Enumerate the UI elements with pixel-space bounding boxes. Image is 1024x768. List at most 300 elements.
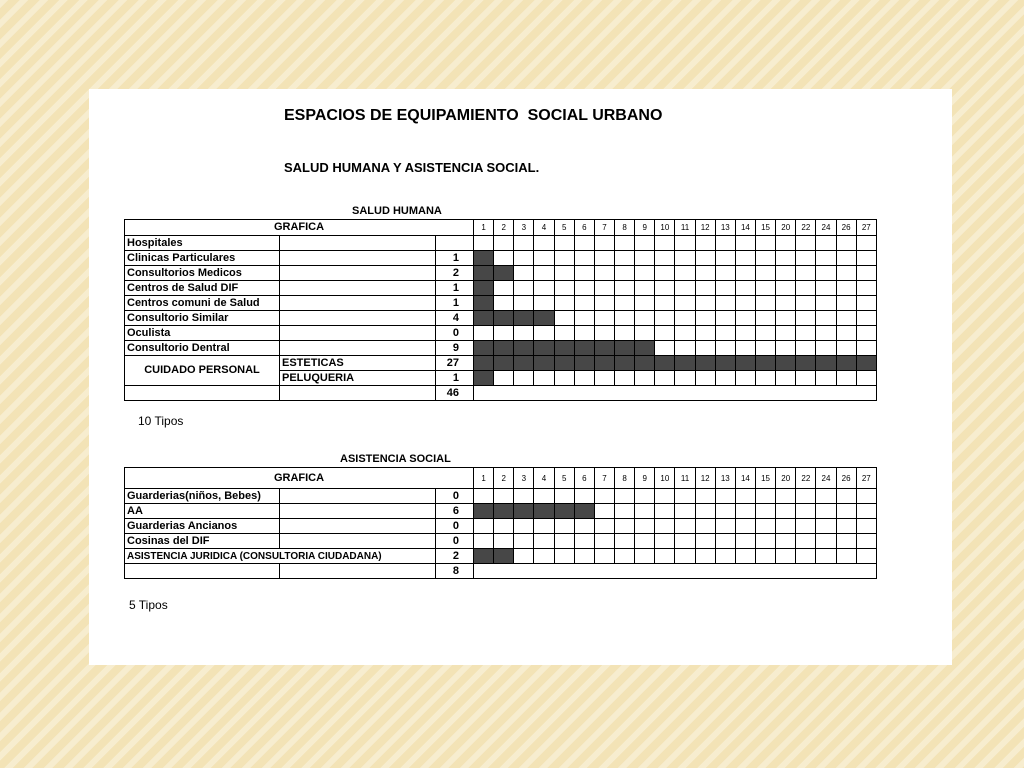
bar-cell-filled — [474, 341, 494, 356]
day-header: 3 — [514, 468, 534, 489]
bar-cell-filled — [836, 356, 856, 371]
bar-cell — [675, 296, 695, 311]
total-spacer — [125, 386, 280, 401]
bar-cell — [816, 311, 836, 326]
day-header: 12 — [695, 220, 715, 236]
row-value: 1 — [436, 251, 474, 266]
salud-note: 10 Tipos — [138, 414, 184, 428]
bar-cell — [715, 489, 735, 504]
bar-cell — [554, 251, 574, 266]
day-header: 20 — [776, 220, 796, 236]
bar-cell — [635, 311, 655, 326]
bar-cell — [494, 519, 514, 534]
bar-cell — [695, 534, 715, 549]
bar-cell-filled — [474, 266, 494, 281]
bar-cell-filled — [494, 311, 514, 326]
day-header: 1 — [474, 468, 494, 489]
bar-cell — [836, 371, 856, 386]
bar-cell — [574, 519, 594, 534]
day-header: 12 — [695, 468, 715, 489]
bar-cell — [735, 296, 755, 311]
bar-cell — [796, 534, 816, 549]
row-spacer — [280, 534, 436, 549]
bar-cell — [735, 534, 755, 549]
bar-cell — [675, 251, 695, 266]
bar-cell — [675, 311, 695, 326]
row-label: Cosinas del DIF — [125, 534, 280, 549]
bar-cell — [514, 489, 534, 504]
row-label: Consultorio Dentral — [125, 341, 280, 356]
day-header: 3 — [514, 220, 534, 236]
bar-cell — [715, 371, 735, 386]
bar-cell — [655, 311, 675, 326]
bar-cell — [756, 251, 776, 266]
bar-cell — [836, 504, 856, 519]
bar-cell — [534, 371, 554, 386]
bar-cell — [735, 311, 755, 326]
bar-cell — [554, 236, 574, 251]
row-label: Guarderias Ancianos — [125, 519, 280, 534]
bar-cell — [534, 534, 554, 549]
bar-cell-filled — [534, 341, 554, 356]
bar-cell — [796, 371, 816, 386]
table-row — [125, 266, 877, 281]
bar-cell — [796, 489, 816, 504]
bar-cell — [856, 311, 876, 326]
bar-cell — [534, 326, 554, 341]
header-row — [125, 220, 877, 236]
bar-cell — [474, 236, 494, 251]
day-header: 1 — [474, 220, 494, 236]
bar-cell-filled — [554, 356, 574, 371]
bar-cell — [776, 534, 796, 549]
day-header: 6 — [574, 468, 594, 489]
bar-cell — [856, 504, 876, 519]
row-spacer — [280, 326, 436, 341]
bar-cell — [796, 266, 816, 281]
row-label: Centros comuni de Salud — [125, 296, 280, 311]
table-row — [125, 296, 877, 311]
bar-cell — [816, 296, 836, 311]
bar-cell — [856, 236, 876, 251]
row-value: 2 — [436, 549, 474, 564]
bar-cell — [796, 549, 816, 564]
bar-cell — [655, 519, 675, 534]
bar-cell — [514, 266, 534, 281]
bar-cell — [756, 341, 776, 356]
bar-cell — [756, 504, 776, 519]
day-header: 27 — [856, 468, 876, 489]
bar-cell — [735, 251, 755, 266]
bar-cell-filled — [856, 356, 876, 371]
row-label: Centros de Salud DIF — [125, 281, 280, 296]
bar-cell — [655, 549, 675, 564]
bar-cell-filled — [635, 356, 655, 371]
row-label: Clinicas Particulares — [125, 251, 280, 266]
bar-cell-filled — [776, 356, 796, 371]
bar-cell-filled — [715, 356, 735, 371]
bar-cell — [655, 236, 675, 251]
day-header: 11 — [675, 468, 695, 489]
bar-cell — [796, 519, 816, 534]
bar-cell — [675, 326, 695, 341]
bar-cell — [856, 549, 876, 564]
bar-cell — [615, 504, 635, 519]
bar-cell — [655, 296, 675, 311]
header-row — [125, 468, 877, 489]
bar-cell-filled — [675, 356, 695, 371]
bar-cell — [554, 489, 574, 504]
bar-cell — [635, 266, 655, 281]
bar-cell — [594, 489, 614, 504]
row-spacer — [280, 281, 436, 296]
bar-cell — [574, 326, 594, 341]
bar-cell — [856, 489, 876, 504]
bar-cell — [594, 371, 614, 386]
bar-cell — [776, 311, 796, 326]
bar-cell — [735, 504, 755, 519]
asistencia-caption: ASISTENCIA SOCIAL — [340, 453, 451, 465]
bar-cell — [776, 371, 796, 386]
bar-cell — [635, 549, 655, 564]
bar-cell — [715, 251, 735, 266]
bar-cell — [574, 311, 594, 326]
day-header: 6 — [574, 220, 594, 236]
bar-cell — [715, 549, 735, 564]
bar-cell — [836, 251, 856, 266]
bar-cell — [776, 326, 796, 341]
bar-cell — [574, 549, 594, 564]
day-header: 26 — [836, 468, 856, 489]
bar-cell — [735, 489, 755, 504]
bar-cell — [474, 489, 494, 504]
bar-cell-filled — [474, 281, 494, 296]
bar-cell — [635, 296, 655, 311]
day-header: 24 — [816, 468, 836, 489]
row-label: Consultorio Similar — [125, 311, 280, 326]
bar-cell-filled — [735, 356, 755, 371]
day-header: 4 — [534, 468, 554, 489]
bar-cell — [856, 326, 876, 341]
row-value: 27 — [436, 356, 474, 371]
bar-cell — [635, 251, 655, 266]
grafica-header: GRAFICA — [125, 220, 474, 236]
bar-cell — [756, 489, 776, 504]
row-value: 1 — [436, 296, 474, 311]
bar-cell — [836, 519, 856, 534]
bar-cell — [856, 534, 876, 549]
bar-cell — [836, 549, 856, 564]
bar-cell — [494, 281, 514, 296]
bar-cell — [836, 341, 856, 356]
bar-cell — [635, 534, 655, 549]
bar-cell — [554, 311, 574, 326]
bar-cell — [574, 296, 594, 311]
bar-cell-filled — [474, 549, 494, 564]
table-row — [125, 236, 877, 251]
bar-cell — [554, 296, 574, 311]
total-value: 46 — [436, 386, 474, 401]
bar-cell — [695, 504, 715, 519]
bar-cell — [715, 519, 735, 534]
bar-cell — [695, 266, 715, 281]
day-header: 7 — [594, 220, 614, 236]
bar-cell-filled — [615, 341, 635, 356]
bar-cell-filled — [534, 311, 554, 326]
day-header: 13 — [715, 468, 735, 489]
day-header: 11 — [675, 220, 695, 236]
row-value: 2 — [436, 266, 474, 281]
row-value: 1 — [436, 371, 474, 386]
row-label: AA — [125, 504, 280, 519]
bar-cell — [534, 519, 554, 534]
bar-cell — [816, 251, 836, 266]
bar-cell — [514, 549, 534, 564]
bar-cell-filled — [514, 504, 534, 519]
bar-cell — [776, 489, 796, 504]
row-spacer — [280, 489, 436, 504]
bar-cell — [715, 534, 735, 549]
day-header: 15 — [756, 220, 776, 236]
bar-cell — [756, 534, 776, 549]
asistencia-note: 5 Tipos — [129, 598, 168, 612]
bar-cell — [594, 549, 614, 564]
bar-cell — [715, 266, 735, 281]
bar-cell-filled — [534, 504, 554, 519]
bar-cell-filled — [554, 504, 574, 519]
bar-cell — [735, 341, 755, 356]
bar-cell — [695, 326, 715, 341]
row-value — [436, 236, 474, 251]
day-header: 10 — [655, 468, 675, 489]
bar-cell — [474, 519, 494, 534]
bar-cell-filled — [514, 356, 534, 371]
bar-cell — [856, 519, 876, 534]
day-header: 9 — [635, 220, 655, 236]
bar-cell — [836, 311, 856, 326]
bar-cell-filled — [574, 341, 594, 356]
bar-cell — [594, 236, 614, 251]
table-row — [125, 281, 877, 296]
bar-cell — [574, 251, 594, 266]
bar-cell — [836, 266, 856, 281]
bar-cell-filled — [474, 356, 494, 371]
day-header: 5 — [554, 468, 574, 489]
bar-cell — [534, 489, 554, 504]
bar-cell — [695, 519, 715, 534]
bar-cell — [675, 371, 695, 386]
bar-cell — [675, 549, 695, 564]
bar-cell — [594, 311, 614, 326]
bar-cell-filled — [816, 356, 836, 371]
bar-cell — [494, 489, 514, 504]
bar-cell — [655, 281, 675, 296]
bar-cell — [594, 296, 614, 311]
bar-cell — [735, 326, 755, 341]
bar-cell — [816, 489, 836, 504]
row-value: 0 — [436, 489, 474, 504]
bar-cell — [494, 236, 514, 251]
slide — [89, 89, 952, 665]
bar-cell — [695, 296, 715, 311]
bar-cell — [635, 371, 655, 386]
bar-cell — [816, 326, 836, 341]
bar-cell-filled — [474, 296, 494, 311]
bar-cell — [574, 281, 594, 296]
bar-cell — [494, 296, 514, 311]
bar-cell — [695, 281, 715, 296]
bar-cell — [836, 534, 856, 549]
row-spacer — [280, 251, 436, 266]
bar-cell — [474, 534, 494, 549]
total-spacer — [125, 564, 280, 579]
bar-cell — [594, 251, 614, 266]
bar-cell — [635, 326, 655, 341]
bar-cell — [514, 296, 534, 311]
bar-cell — [675, 489, 695, 504]
row-label: Guarderias(niños, Bebes) — [125, 489, 280, 504]
bar-cell — [756, 266, 776, 281]
bar-cell — [635, 236, 655, 251]
bar-cell-filled — [796, 356, 816, 371]
bar-cell — [756, 326, 776, 341]
bar-cell — [615, 371, 635, 386]
row-value: 4 — [436, 311, 474, 326]
bar-cell — [655, 326, 675, 341]
bar-cell — [675, 236, 695, 251]
table-row — [125, 251, 877, 266]
bar-cell — [836, 281, 856, 296]
bar-cell — [856, 281, 876, 296]
bar-cell-filled — [514, 311, 534, 326]
bar-cell — [514, 236, 534, 251]
bar-cell — [715, 311, 735, 326]
bar-cell — [514, 519, 534, 534]
bar-cell — [514, 534, 534, 549]
bar-cell — [574, 236, 594, 251]
bar-cell — [856, 371, 876, 386]
total-spacer — [280, 564, 436, 579]
bar-cell — [534, 549, 554, 564]
bar-cell — [574, 266, 594, 281]
bar-cell — [735, 281, 755, 296]
table-row — [125, 549, 877, 564]
bar-cell — [534, 236, 554, 251]
bar-cell — [695, 549, 715, 564]
bar-cell — [776, 236, 796, 251]
bar-cell — [594, 534, 614, 549]
day-header: 22 — [796, 220, 816, 236]
bar-cell-filled — [554, 341, 574, 356]
bar-cell — [655, 251, 675, 266]
row-value: 9 — [436, 341, 474, 356]
day-header: 7 — [594, 468, 614, 489]
bar-cell — [615, 534, 635, 549]
bar-cell-filled — [494, 341, 514, 356]
group-label: CUIDADO PERSONAL — [125, 356, 280, 386]
day-header: 27 — [856, 220, 876, 236]
bar-cell — [776, 549, 796, 564]
bar-cell — [695, 341, 715, 356]
bar-cell-filled — [635, 341, 655, 356]
bar-cell — [836, 489, 856, 504]
bar-cell — [816, 341, 836, 356]
bar-cell — [695, 489, 715, 504]
bar-cell — [695, 236, 715, 251]
bar-cell — [715, 281, 735, 296]
bar-cell — [514, 281, 534, 296]
bar-cell — [816, 281, 836, 296]
bar-cell — [715, 296, 735, 311]
table-row — [125, 356, 877, 371]
sub-label: ESTETICAS — [280, 356, 436, 371]
bar-cell — [635, 519, 655, 534]
bar-cell — [534, 251, 554, 266]
bar-cell — [816, 519, 836, 534]
bar-cell — [615, 251, 635, 266]
bar-cell — [514, 371, 534, 386]
bar-cell — [756, 236, 776, 251]
bar-cell — [756, 311, 776, 326]
bar-cell-filled — [594, 341, 614, 356]
day-header: 20 — [776, 468, 796, 489]
day-header: 26 — [836, 220, 856, 236]
bar-cell — [594, 519, 614, 534]
bar-cell-filled — [574, 504, 594, 519]
bar-cell — [494, 251, 514, 266]
row-value: 1 — [436, 281, 474, 296]
bar-cell — [776, 251, 796, 266]
bar-cell-filled — [494, 266, 514, 281]
bar-cell — [816, 371, 836, 386]
day-header: 14 — [735, 468, 755, 489]
salud-caption: SALUD HUMANA — [352, 205, 442, 217]
bar-cell — [594, 504, 614, 519]
bar-cell — [534, 296, 554, 311]
day-header: 14 — [735, 220, 755, 236]
bar-cell — [655, 489, 675, 504]
bar-cell — [735, 266, 755, 281]
bar-cell — [776, 504, 796, 519]
asistencia-social-table — [124, 467, 877, 579]
day-header: 9 — [635, 468, 655, 489]
total-empty — [474, 564, 877, 579]
bar-cell — [615, 281, 635, 296]
bar-cell — [554, 549, 574, 564]
total-spacer — [280, 386, 436, 401]
total-row — [125, 564, 877, 579]
bar-cell — [594, 266, 614, 281]
bar-cell — [675, 519, 695, 534]
bar-cell — [796, 251, 816, 266]
table-row — [125, 326, 877, 341]
bar-cell — [816, 236, 836, 251]
table-row — [125, 534, 877, 549]
row-value: 0 — [436, 534, 474, 549]
day-header: 13 — [715, 220, 735, 236]
bar-cell — [635, 489, 655, 504]
bar-cell — [675, 534, 695, 549]
bar-cell — [494, 534, 514, 549]
day-header: 10 — [655, 220, 675, 236]
bar-cell — [715, 341, 735, 356]
bar-cell — [615, 549, 635, 564]
bar-cell — [675, 341, 695, 356]
row-spacer — [280, 296, 436, 311]
bar-cell — [554, 266, 574, 281]
bar-cell-filled — [574, 356, 594, 371]
bar-cell — [695, 371, 715, 386]
